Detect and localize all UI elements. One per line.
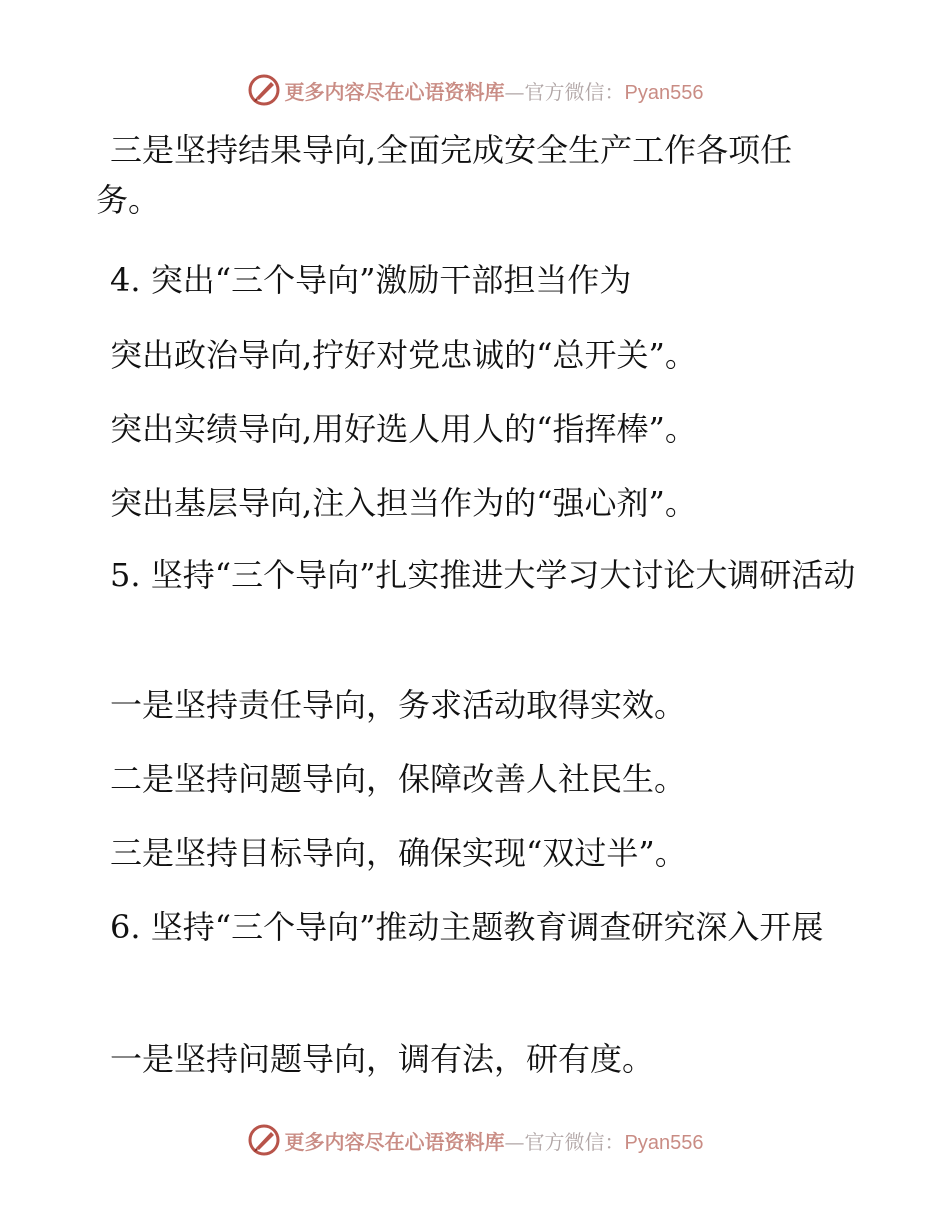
watermark-brand: 更多内容尽在心语资料库: [284, 1129, 505, 1154]
watermark-dash: —: [504, 1129, 525, 1154]
watermark-text: [285, 1126, 704, 1155]
watermark-text: [285, 76, 704, 105]
paragraph: 突出基层导向,注入担当作为的“强心剂”。: [110, 484, 697, 522]
pen-icon: [247, 1123, 281, 1157]
header-watermark: [0, 70, 950, 110]
footer-watermark: [0, 1120, 950, 1160]
paragraph: 一是坚持问题导向，调有法，研有度。: [110, 1040, 655, 1078]
paragraph: 三是坚持结果导向,全面完成安全生产工作各项任务。: [96, 131, 793, 219]
watermark-wechat-id: Pyan556: [624, 81, 704, 104]
section-heading: 5. 坚持“三个导向”扎实推进大学习大讨论大调研活动: [110, 556, 856, 594]
watermark-dash: —: [504, 79, 525, 104]
watermark-brand: 更多内容尽在心语资料库: [284, 79, 505, 104]
watermark-label: 官方微信：: [524, 1129, 625, 1154]
paragraph: 二是坚持问题导向，保障改善人社民生。: [110, 760, 687, 798]
watermark-wechat-id: Pyan556: [624, 1131, 704, 1154]
paragraph: 三是坚持目标导向，确保实现“双过半”。: [110, 834, 687, 872]
section-heading: 4. 突出“三个导向”激励干部担当作为: [110, 261, 632, 299]
paragraph: 突出实绩导向,用好选人用人的“指挥棒”。: [110, 410, 697, 448]
section-heading: 6. 坚持“三个导向”推动主题教育调查研究深入开展: [110, 908, 824, 946]
paragraph: 突出政治导向,拧好对党忠诚的“总开关”。: [110, 336, 697, 374]
pen-icon: [247, 73, 281, 107]
paragraph: 一是坚持责任导向，务求活动取得实效。: [110, 686, 687, 724]
watermark-label: 官方微信：: [524, 79, 625, 104]
